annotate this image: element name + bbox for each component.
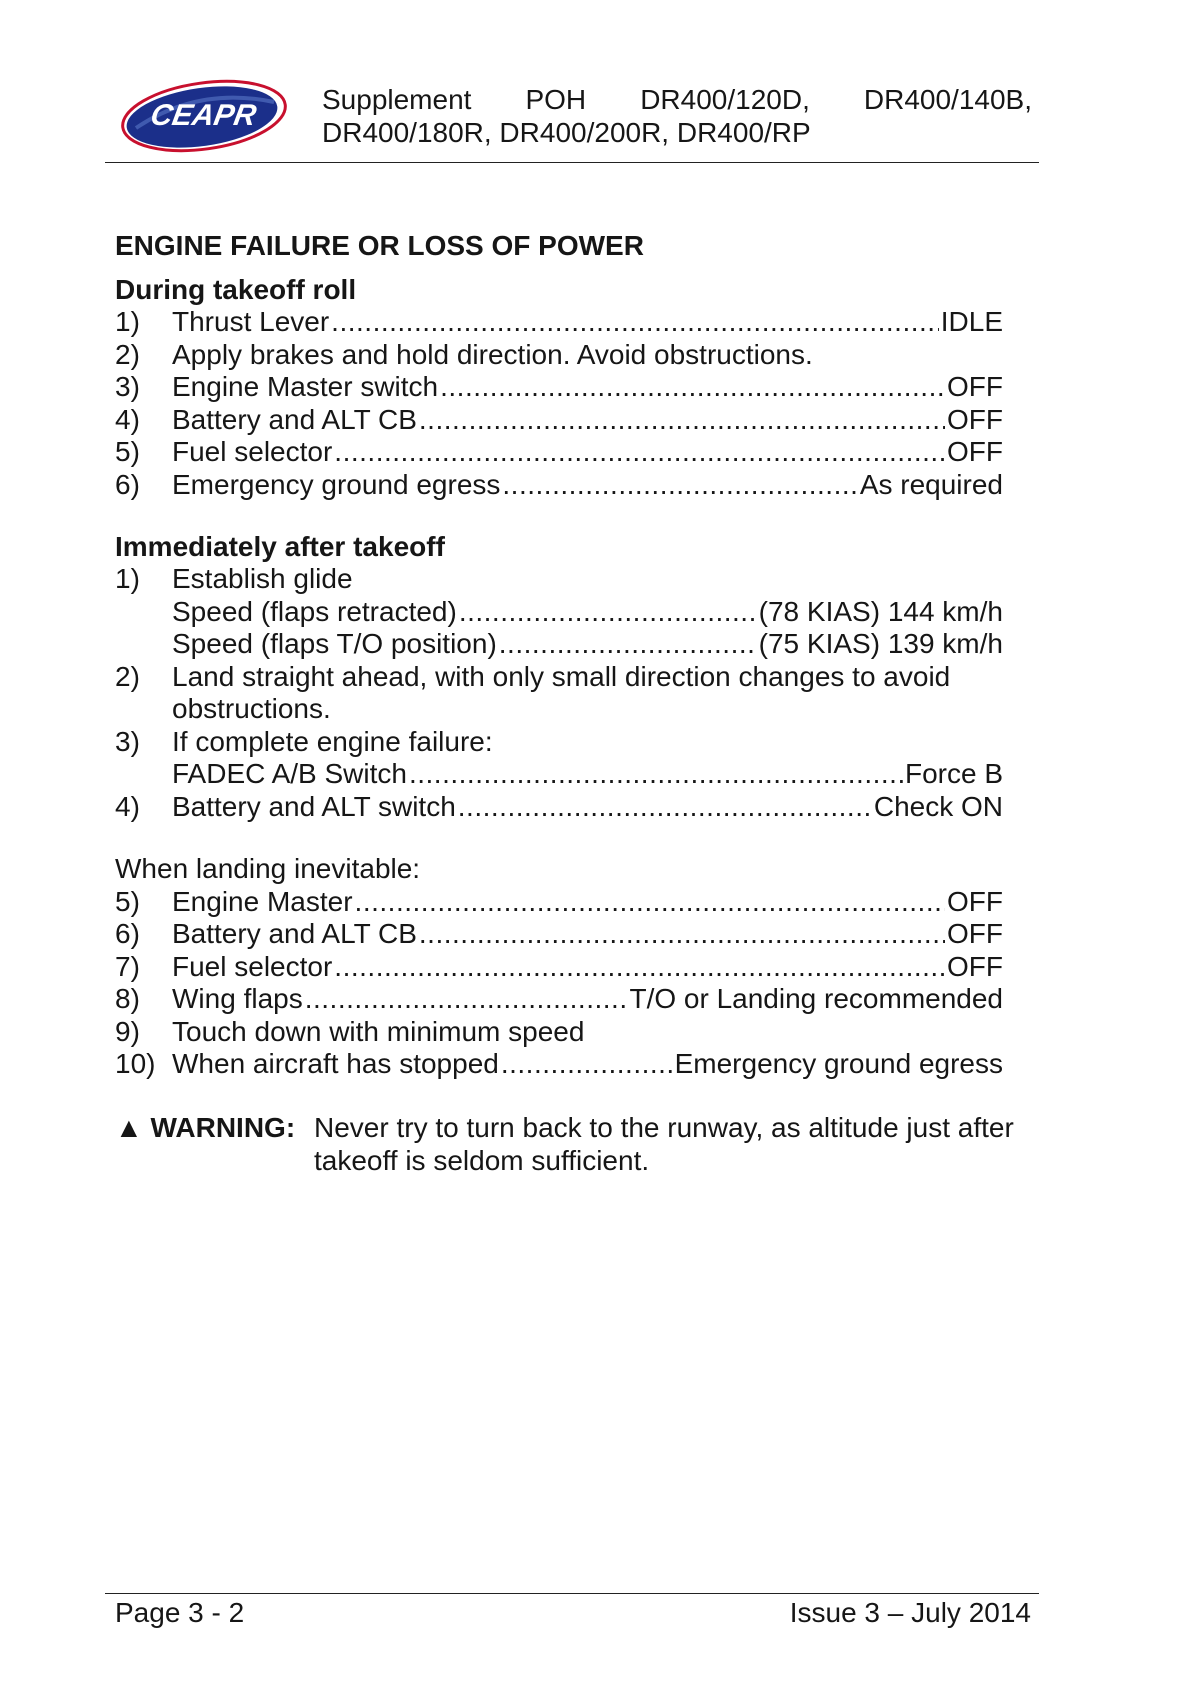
checklist-item [115,1016,1003,1049]
item-number: 10) [115,1048,156,1079]
procedure-content [115,230,1014,1177]
item-value: Force B [904,758,1003,789]
checklist-item [115,371,1003,404]
item-value: OFF [947,436,1003,467]
item-label: Wing flaps [172,983,303,1014]
item-value: OFF [947,403,1003,435]
item-text: Touch down with minimum speed [172,1015,585,1047]
item-label: Battery and ALT CB [172,403,417,435]
item-number: 7) [115,950,140,982]
checklist-subitem [115,596,1003,629]
footer-divider [105,1593,1039,1594]
checklist-item [115,983,1003,1016]
item-number: 5) [115,885,140,917]
warning-label-text: WARNING: [150,1111,296,1143]
checklist-item [115,791,1003,824]
checklist-item [115,886,1003,919]
item-value: As required [859,468,1003,500]
warning-label [115,1111,314,1144]
item-value: (78 KIAS) 144 km/h [758,595,1003,627]
dot-leader [440,371,945,404]
item-label: Speed (flaps T/O position) [172,628,497,659]
item-label: Speed (flaps retracted) [172,595,457,627]
item-number: 1) [115,563,140,594]
issue-date: Issue 3 – July 2014 [789,1597,1031,1628]
item-value: OFF [947,371,1003,402]
item-number: 6) [115,468,140,500]
header-line-2: DR400/180R, DR400/200R, DR400/RP [322,117,811,148]
dot-leader [305,983,628,1016]
item-label: FADEC A/B Switch [172,758,407,789]
item-label: Fuel selector [172,950,333,982]
item-text: Establish glide [172,563,353,594]
item-number: 4) [115,403,140,435]
item-value: Emergency ground egress [674,1048,1003,1079]
header-word: POH [525,84,587,115]
dot-leader [334,951,945,984]
item-number: 6) [115,918,140,949]
checklist-subitem [115,758,1003,791]
item-label: Thrust Lever [172,306,330,337]
checklist-item [115,563,1003,596]
dot-leader [355,886,945,919]
header-title [322,83,1032,149]
item-label: Fuel selector [172,436,333,467]
item-value: OFF [947,950,1003,982]
ceapr-logo [118,78,290,154]
header-divider [105,162,1039,163]
subsection-title-after-takeoff: Immediately after takeoff [115,531,445,562]
section-title: ENGINE FAILURE OR LOSS OF POWER [115,230,644,261]
checklist-item [115,306,1003,339]
item-text: Land straight ahead, with only small direction changes to avoid obstructions. [172,660,951,724]
dot-leader [419,918,945,951]
checklist-item [115,1048,1003,1081]
svg-text:CEAPR: CEAPR [148,99,259,132]
header-word: DR400/120D, [640,84,810,115]
item-text: If complete engine failure: [172,725,493,757]
checklist-subitem [115,628,1003,661]
item-label: Engine Master switch [172,371,439,402]
item-value: IDLE [940,306,1003,337]
checklist-item [115,339,1003,372]
dot-leader [459,596,757,629]
warning-triangle-icon: ▲ [115,1111,143,1143]
checklist-item [115,661,1003,726]
warning-text: Never try to turn back to the runway, as altitude just after takeoff is seldom sufficient. [314,1111,1014,1176]
checklist-item [115,726,1003,759]
page-number: Page 3 - 2 [115,1597,245,1628]
item-label: Emergency ground egress [172,468,501,500]
item-value: OFF [947,918,1003,949]
dot-leader [501,1048,673,1081]
dot-leader [334,436,945,469]
dot-leader [458,791,872,824]
item-number: 3) [115,725,140,757]
item-number: 8) [115,983,140,1014]
item-number: 9) [115,1015,140,1047]
item-label: Battery and ALT switch [172,790,456,822]
dot-leader [502,469,857,502]
dot-leader [499,628,757,661]
item-number: 3) [115,371,140,402]
item-label: Battery and ALT CB [172,918,417,949]
checklist-item [115,469,1003,502]
item-number: 5) [115,436,140,467]
header-line-1 [322,83,1032,116]
item-value: OFF [947,885,1003,917]
item-label: Engine Master [172,885,353,917]
checklist-item [115,918,1003,951]
item-label: When aircraft has stopped [172,1048,499,1079]
dot-leader [409,758,903,791]
checklist-item [115,951,1003,984]
header-word: Supplement [322,84,472,115]
subsection-title-takeoff-roll: During takeoff roll [115,274,357,305]
dot-leader [331,306,939,339]
item-value: T/O or Landing recommended [629,983,1003,1014]
item-value: Check ON [873,790,1003,822]
checklist-item [115,404,1003,437]
dot-leader [419,404,945,437]
item-number: 2) [115,338,140,370]
warning-block [115,1111,1035,1177]
item-text: Apply brakes and hold direction. Avoid obstructions. [172,338,813,370]
item-value: (75 KIAS) 139 km/h [758,628,1003,659]
landing-heading: When landing inevitable: [115,853,421,884]
item-number: 4) [115,790,140,822]
item-number: 1) [115,306,140,337]
header-word: DR400/140B, [863,84,1032,115]
item-number: 2) [115,660,140,692]
checklist-item [115,436,1003,469]
